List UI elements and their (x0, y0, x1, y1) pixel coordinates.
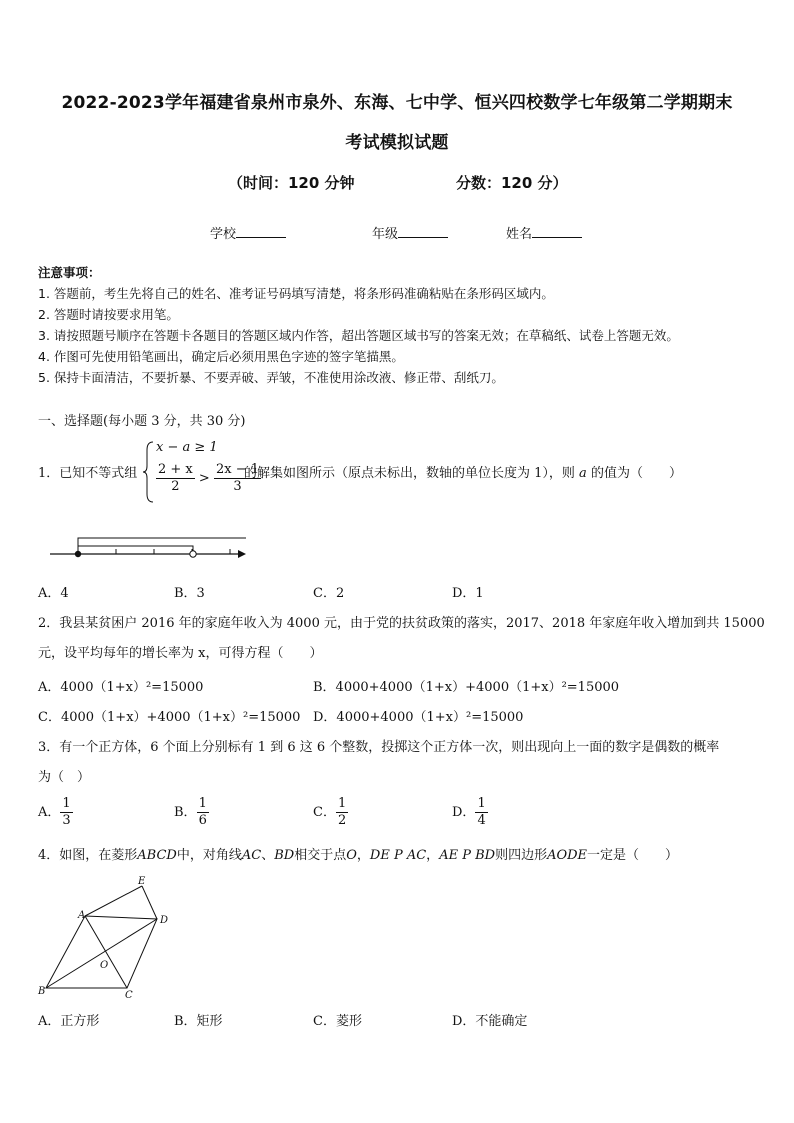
q3-option-c-num: 1 (337, 796, 347, 811)
note-item: 1. 答题前，考生先将自己的姓名、准考证号码填写清楚，将条形码准确粘贴在条形码区域内。 (38, 286, 554, 301)
q4-bd: BD (274, 848, 295, 863)
q1-frac1-num: 2 + x (158, 462, 193, 477)
note-item: 3. 请按照题号顺序在答题卡各题目的答题区域内作答，超出答题区域书写的答案无效；在草稿纸、试卷上答题无效。 (38, 328, 679, 343)
q1-suffix: 的解集如图所示（原点未标出，数轴的单位长度为 1），则 (244, 466, 575, 481)
q3-option-b-label: B． (174, 805, 197, 820)
q3-option-d-label: D． (452, 805, 476, 820)
note-item: 5. 保持卡面清洁，不要折暴、不要弄破、弄皱，不准使用涂改液、修正带、刮纸刀。 (38, 370, 504, 385)
q3-option-a-label: A． (38, 805, 61, 820)
q3-option-a-den: 3 (62, 813, 71, 828)
note-item: 2. 答题时请按要求用笔。 (38, 307, 179, 322)
school-field (210, 223, 286, 242)
q2-option-b: B．4000+4000（1+x）+4000（1+x）²=15000 (313, 680, 620, 695)
section-heading: 一、选择题(每小题 3 分，共 30 分) (38, 414, 246, 429)
name-field (506, 223, 582, 242)
q3-option-a (38, 796, 73, 829)
label-b: B (38, 986, 46, 997)
q4-de-pac: DE P AC (369, 848, 427, 863)
q4-option-d: D．不能确定 (452, 1014, 528, 1029)
q1-frac2-num: 2x − 1 (215, 462, 259, 477)
q3-option-b-num: 1 (198, 796, 207, 811)
q4-option-c: C．菱形 (313, 1014, 362, 1029)
q4-aode: AODE (547, 848, 588, 863)
q4-text-b: 中，对角线 (176, 848, 242, 863)
q1-end: 的值为（ ） (590, 466, 682, 481)
q4-text-d: 则四边形 (495, 848, 548, 863)
rhombus-figure (30, 872, 180, 1002)
q2-option-d: D．4000+4000（1+x）²=15000 (313, 710, 524, 725)
label-a: A (78, 910, 86, 921)
q3-option-d (452, 796, 488, 829)
label-d: D (160, 915, 169, 926)
q1-frac2-den: 3 (233, 479, 242, 494)
q3-option-d-den: 4 (477, 813, 486, 828)
q1-option-a: A．4 (38, 586, 69, 601)
q4-o: O (346, 848, 357, 863)
q3-option-a-num: 1 (62, 796, 71, 811)
q3-option-b-den: 6 (198, 813, 207, 828)
q4-text (38, 846, 758, 866)
note-item: 4. 作图可先使用铅笔画出，确定后必须用黑色字迹的签字笔描黑。 (38, 349, 404, 364)
school-label: 学校 (210, 227, 237, 242)
score-label: 分数：120 分） (456, 174, 568, 192)
q1-frac1-den: 2 (171, 479, 180, 494)
q1-var: a (579, 466, 587, 481)
grade-field (372, 223, 448, 242)
notes-block (38, 262, 679, 388)
q1-gt: > (198, 471, 210, 486)
grade-label: 年级 (372, 227, 399, 242)
q4-text-c: 相交于点 (294, 848, 347, 863)
q4-ac: AC (241, 848, 262, 863)
q3-line-2: 为（ ） (38, 770, 91, 785)
label-c: C (125, 990, 133, 1001)
label-o: O (100, 960, 109, 971)
q1-prefix: 1．已知不等式组 (38, 466, 138, 481)
q4-comma-1: ， (356, 848, 370, 863)
q2-option-c: C．4000（1+x）+4000（1+x）²=15000 (38, 710, 301, 725)
q4-abcd: ABCD (137, 848, 177, 863)
q4-text-a: 4．如图，在菱形 (38, 848, 138, 863)
school-blank (236, 225, 286, 238)
q1-option-b: B．3 (174, 586, 205, 601)
q4-option-a: A．正方形 (38, 1014, 100, 1029)
q3-option-c-den: 2 (337, 813, 347, 828)
q3-option-d-num: 1 (477, 796, 486, 811)
q1-ineq-1: x − a ≥ 1 (156, 440, 218, 455)
q1-option-d: D．1 (452, 586, 484, 601)
q2-option-a: A．4000（1+x）²=15000 (38, 680, 204, 695)
grade-blank (398, 225, 448, 238)
q4-text-e: 一定是（ ） (587, 848, 679, 863)
q4-comma-2: ， (426, 848, 440, 863)
q3-option-b (174, 796, 209, 829)
q2-line-1: 2．我县某贫困户 2016 年的家庭年收入为 4000 元，由于党的扶贫政策的落实，2017、2018 年家庭年收入增加到共 15000 (38, 616, 765, 631)
name-label: 姓名 (506, 227, 533, 242)
name-blank (532, 225, 582, 238)
q3-option-c (313, 796, 348, 829)
label-e: E (138, 876, 146, 887)
brace-icon (143, 440, 155, 504)
time-label: （时间：120 分钟 (228, 174, 355, 192)
q3-option-c-label: C． (313, 805, 336, 820)
title-line-1: 2022-2023学年福建省泉州市泉外、东海、七中学、恒兴四校数学七年级第二学期期末 (61, 93, 733, 113)
q1-option-c: C．2 (313, 586, 345, 601)
notes-heading: 注意事项： (38, 265, 101, 280)
q4-sep: 、 (261, 848, 275, 863)
number-line-figure (46, 530, 250, 564)
q4-option-b: B．矩形 (174, 1014, 223, 1029)
q3-line-1: 3．有一个正方体，6 个面上分别标有 1 到 6 这 6 个整数，投掷这个正方体一次，则出现向上一面的数字是偶数的概率 (38, 740, 720, 755)
q2-line-2: 元，设平均每年的增长率为 x，可得方程（ ） (38, 646, 323, 661)
title-line-2: 考试模拟试题 (345, 133, 449, 153)
q4-ae-pbd: AE P BD (439, 848, 496, 863)
